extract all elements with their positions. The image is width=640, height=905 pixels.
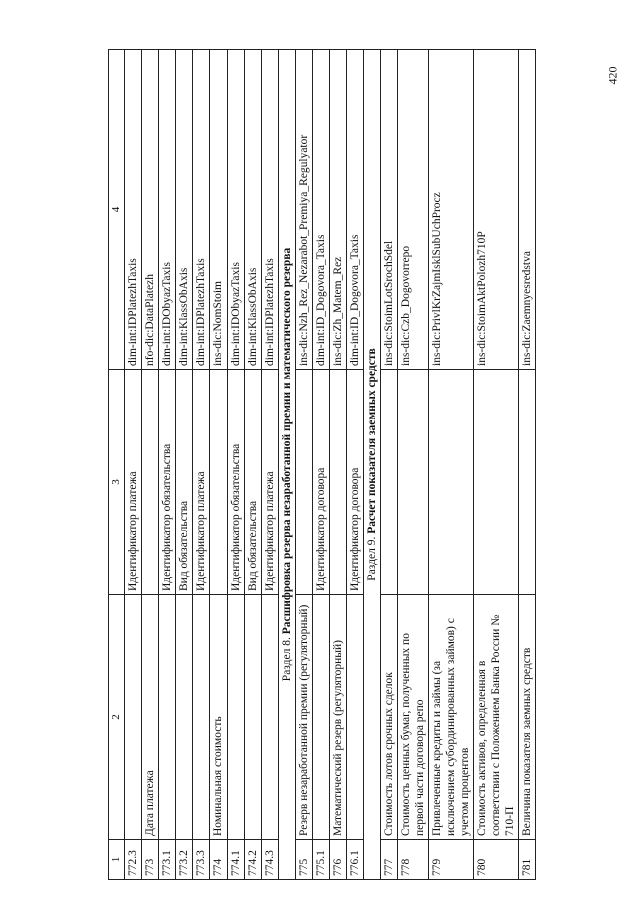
- table-row: [312, 50, 329, 880]
- table-row: [397, 50, 428, 880]
- indicator-name-cell: Стоимость ценных бумаг, полученных по первой части договора репо: [397, 595, 428, 840]
- row-number-cell: 778: [397, 840, 428, 880]
- indicator-name-cell: [244, 595, 261, 840]
- table-row: [176, 50, 193, 880]
- table-row: [295, 50, 312, 880]
- dimension-cell: Идентификатор платежа: [125, 370, 142, 595]
- table-row: [346, 50, 363, 880]
- indicator-name-cell: [261, 595, 278, 840]
- table-row: [210, 50, 227, 880]
- indicator-name-cell: Привлеченные кредиты и займы (за исключением субординированных займов) с учетом процентов: [428, 595, 473, 840]
- section-heading: [363, 50, 380, 880]
- element-code-cell: dim-int:IDPlatezhTaxis: [193, 50, 210, 370]
- dimension-cell: [295, 370, 312, 595]
- indicator-name-cell: Номинальная стоимость: [210, 595, 227, 840]
- table-row: [227, 50, 244, 880]
- data-table: [108, 49, 536, 880]
- section-title: Расчет показателя заемных средств: [365, 348, 378, 534]
- dimension-cell: [473, 370, 518, 595]
- element-code-cell: dim-int:IDObyazTaxis: [227, 50, 244, 370]
- indicator-name-cell: [312, 595, 329, 840]
- indicator-name-cell: [346, 595, 363, 840]
- table-header-row: [109, 50, 125, 880]
- indicator-name-cell: [159, 595, 176, 840]
- element-code-cell: dim-int:KlassObAxis: [244, 50, 261, 370]
- dimension-cell: [142, 370, 159, 595]
- dimension-cell: [397, 370, 428, 595]
- dimension-cell: Идентификатор договора: [346, 370, 363, 595]
- indicator-name-cell: Дата платежа: [142, 595, 159, 840]
- indicator-name-cell: Резерв незаработанной премии (регуляторный): [295, 595, 312, 840]
- section-prefix: Раздел 8.: [280, 634, 293, 682]
- dimension-cell: Вид обязательства: [176, 370, 193, 595]
- rotated-table-container: [108, 50, 536, 880]
- dimension-cell: Вид обязательства: [244, 370, 261, 595]
- element-code-cell: dim-int:IDObyazTaxis: [159, 50, 176, 370]
- dimension-cell: [518, 370, 535, 595]
- row-number-cell: 775.1: [312, 840, 329, 880]
- row-number-cell: 774.1: [227, 840, 244, 880]
- header-cell: 4: [109, 50, 125, 370]
- indicator-name-cell: Стоимость лотов срочных сделок: [380, 595, 397, 840]
- row-number-cell: 774.2: [244, 840, 261, 880]
- table-row: [518, 50, 535, 880]
- row-number-cell: 773.2: [176, 840, 193, 880]
- dimension-cell: [210, 370, 227, 595]
- table-row: [428, 50, 473, 880]
- element-code-cell: ins-dic:Czb_Dogovorrepo: [397, 50, 428, 370]
- element-code-cell: dim-int:IDPlatezhTaxis: [261, 50, 278, 370]
- section-prefix: Раздел 9.: [365, 533, 378, 581]
- element-code-cell: ins-dic:NomStoim: [210, 50, 227, 370]
- row-number-cell: 774: [210, 840, 227, 880]
- dimension-cell: [329, 370, 346, 595]
- dimension-cell: Идентификатор договора: [312, 370, 329, 595]
- header-cell: 2: [109, 595, 125, 840]
- row-number-cell: 776: [329, 840, 346, 880]
- indicator-name-cell: Величина показателя заемных средств: [518, 595, 535, 840]
- table-row: [261, 50, 278, 880]
- section-heading-row: [363, 50, 380, 880]
- row-number-cell: 780: [473, 840, 518, 880]
- row-number-cell: 781: [518, 840, 535, 880]
- row-number-cell: 773: [142, 840, 159, 880]
- element-code-cell: ins-dic:StoimLotSrochSdel: [380, 50, 397, 370]
- row-number-cell: 775: [295, 840, 312, 880]
- page-number: 420: [605, 66, 620, 85]
- element-code-cell: nfo-dic:DataPlatezh: [142, 50, 159, 370]
- indicator-name-cell: [125, 595, 142, 840]
- element-code-cell: dim-int:ID_Dogovora_Taxis: [346, 50, 363, 370]
- row-number-cell: 777: [380, 840, 397, 880]
- dimension-cell: [428, 370, 473, 595]
- header-cell: 1: [109, 840, 125, 880]
- indicator-name-cell: Стоимость активов, определенная в соответствии с Положением Банка России № 710-П: [473, 595, 518, 840]
- row-number-cell: 779: [428, 840, 473, 880]
- element-code-cell: ins-dic:Zaemnyesredstva: [518, 50, 535, 370]
- dimension-cell: Идентификатор обязательства: [227, 370, 244, 595]
- dimension-cell: [380, 370, 397, 595]
- section-heading-row: [278, 50, 295, 880]
- table-row: [159, 50, 176, 880]
- table-row: [329, 50, 346, 880]
- table-row: [380, 50, 397, 880]
- row-number-cell: 776.1: [346, 840, 363, 880]
- row-number-cell: 773.3: [193, 840, 210, 880]
- element-code-cell: ins-dic:Zh_Matem_Rez: [329, 50, 346, 370]
- element-code-cell: dim-int:KlassObAxis: [176, 50, 193, 370]
- table-row: [193, 50, 210, 880]
- dimension-cell: Идентификатор обязательства: [159, 370, 176, 595]
- dimension-cell: Идентификатор платежа: [261, 370, 278, 595]
- indicator-name-cell: [193, 595, 210, 840]
- row-number-cell: 772.3: [125, 840, 142, 880]
- indicator-name-cell: Математический резерв (регуляторный): [329, 595, 346, 840]
- element-code-cell: ins-dic:PrivlKrZajmIsklSubUchProcz: [428, 50, 473, 370]
- dimension-cell: Идентификатор платежа: [193, 370, 210, 595]
- element-code-cell: ins-dic:StoimAktPolozh710P: [473, 50, 518, 370]
- table-row: [125, 50, 142, 880]
- row-number-cell: 773.1: [159, 840, 176, 880]
- table-row: [473, 50, 518, 880]
- header-cell: 3: [109, 370, 125, 595]
- table-row: [142, 50, 159, 880]
- indicator-name-cell: [176, 595, 193, 840]
- row-number-cell: 774.3: [261, 840, 278, 880]
- element-code-cell: dim-int:IDPlatezhTaxis: [125, 50, 142, 370]
- element-code-cell: ins-dic:Nzh_Rez_Nezarabot_Premiya_Regulyator: [295, 50, 312, 370]
- section-heading: [278, 50, 295, 880]
- indicator-name-cell: [227, 595, 244, 840]
- table-row: [244, 50, 261, 880]
- section-title: Расшифровка резерва незаработанной премии и математического резерва: [280, 247, 293, 635]
- element-code-cell: dim-int:ID_Dogovora_Taxis: [312, 50, 329, 370]
